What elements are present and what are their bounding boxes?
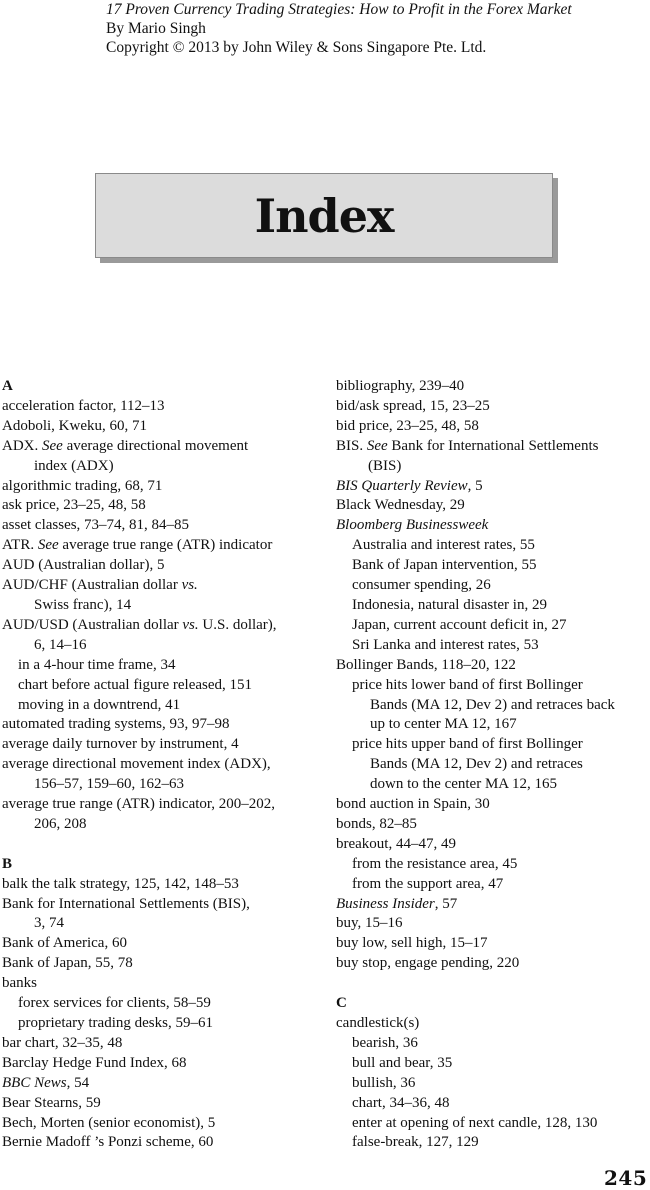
page-number: 245 xyxy=(604,1166,648,1190)
index-subentry-continuation: up to center MA 12, 167 xyxy=(370,716,517,733)
index-entry: Bech, Morten (senior economist), 5 xyxy=(2,1114,216,1131)
index-entry: ask price, 23–25, 48, 58 xyxy=(2,497,146,514)
index-entry: acceleration factor, 112–13 xyxy=(2,397,165,414)
index-subentry: chart before actual figure released, 151 xyxy=(18,676,253,693)
index-subentry: consumer spending, 26 xyxy=(352,577,491,594)
index-entry: Bank of Japan, 55, 78 xyxy=(2,955,133,972)
index-subentry: bullish, 36 xyxy=(352,1074,416,1091)
index-subentry: Bank of Japan intervention, 55 xyxy=(352,557,537,574)
index-subentry-continuation: Bands (MA 12, Dev 2) and retraces back xyxy=(370,696,615,713)
index-entry: Bank for International Settlements (BIS), xyxy=(2,895,250,912)
section-letter-b: B xyxy=(2,855,13,872)
index-entry: buy stop, engage pending, 220 xyxy=(336,955,520,972)
index-entry: Bank of America, 60 xyxy=(2,935,127,952)
index-subentry: price hits lower band of first Bollinger xyxy=(352,676,583,693)
index-entry: AUD/CHF (Australian dollar vs. xyxy=(2,577,198,594)
index-entry: ADX. See average directional movement xyxy=(2,437,249,454)
index-subentry: price hits upper band of first Bollinger xyxy=(352,736,583,753)
index-entry: candlestick(s) xyxy=(336,1014,420,1031)
index-entry-continuation: 6, 14–16 xyxy=(34,636,87,653)
book-title: 17 Proven Currency Trading Strategies: How to Profit in the Forex Market xyxy=(106,1,572,18)
index-entry-continuation: index (ADX) xyxy=(34,457,114,474)
index-entry: bond auction in Spain, 30 xyxy=(336,796,490,813)
index-entry: ATR. See average true range (ATR) indicator xyxy=(2,537,273,554)
index-entry: BBC News, 54 xyxy=(2,1074,90,1091)
index-entry-continuation: 156–57, 159–60, 162–63 xyxy=(34,776,184,793)
index-entry: buy, 15–16 xyxy=(336,915,403,932)
index-subentry: from the support area, 47 xyxy=(352,875,504,892)
index-subentry: proprietary trading desks, 59–61 xyxy=(18,1014,213,1031)
index-entry: bonds, 82–85 xyxy=(336,815,417,832)
index-entry: average directional movement index (ADX), xyxy=(2,756,271,773)
index-subentry: in a 4-hour time frame, 34 xyxy=(18,656,176,673)
index-entry: breakout, 44–47, 49 xyxy=(336,835,456,852)
index-entry-continuation: 206, 208 xyxy=(34,815,87,832)
index-entry: average true range (ATR) indicator, 200–202, xyxy=(2,796,276,813)
index-entry: banks xyxy=(2,975,37,992)
index-subentry: enter at opening of next candle, 128, 130 xyxy=(352,1114,598,1131)
index-entry: AUD (Australian dollar), 5 xyxy=(2,557,165,574)
index-entry: Bloomberg Businessweek xyxy=(336,517,489,534)
index-subentry: Australia and interest rates, 55 xyxy=(352,537,535,554)
book-author: By Mario Singh xyxy=(106,20,206,37)
index-entry: balk the talk strategy, 125, 142, 148–53 xyxy=(2,875,239,892)
index-entry: buy low, sell high, 15–17 xyxy=(336,935,488,952)
index-subentry: bearish, 36 xyxy=(352,1034,418,1051)
index-entry: asset classes, 73–74, 81, 84–85 xyxy=(2,517,190,534)
index-entry-continuation: (BIS) xyxy=(368,457,402,474)
index-entry: Bear Stearns, 59 xyxy=(2,1094,101,1111)
index-entry-continuation: Swiss franc), 14 xyxy=(34,596,132,613)
section-letter-a: A xyxy=(2,378,13,394)
book-copyright: Copyright © 2013 by John Wiley & Sons Singapore Pte. Ltd. xyxy=(106,39,487,56)
index-entry-continuation: 3, 74 xyxy=(34,915,64,932)
index-entry: bid/ask spread, 15, 23–25 xyxy=(336,397,490,414)
index-subentry: Sri Lanka and interest rates, 53 xyxy=(352,636,539,653)
index-entry: Business Insider, 57 xyxy=(336,895,458,912)
index-entry: AUD/USD (Australian dollar vs. U.S. dollar), xyxy=(2,616,277,633)
index-entry: Adoboli, Kweku, 60, 71 xyxy=(2,417,147,434)
index-entry: algorithmic trading, 68, 71 xyxy=(2,477,163,494)
index-entry: bar chart, 32–35, 48 xyxy=(2,1034,123,1051)
index-heading: Index xyxy=(254,188,394,243)
index-subentry: Indonesia, natural disaster in, 29 xyxy=(352,596,547,613)
index-entry: bibliography, 239–40 xyxy=(336,378,465,394)
index-subentry: chart, 34–36, 48 xyxy=(352,1094,450,1111)
index-entry: Bollinger Bands, 118–20, 122 xyxy=(336,656,516,673)
book-header xyxy=(106,0,572,57)
index-subentry: moving in a downtrend, 41 xyxy=(18,696,181,713)
index-subentry-continuation: Bands (MA 12, Dev 2) and retraces xyxy=(370,756,583,773)
index-entry: average daily turnover by instrument, 4 xyxy=(2,736,239,753)
index-column-left xyxy=(2,377,327,1153)
index-subentry: false-break, 127, 129 xyxy=(352,1134,479,1151)
index-entry: BIS Quarterly Review, 5 xyxy=(336,477,483,494)
index-entry: Black Wednesday, 29 xyxy=(336,497,465,514)
index-subentry: Japan, current account deficit in, 27 xyxy=(352,616,567,633)
index-subentry: from the resistance area, 45 xyxy=(352,855,518,872)
index-subentry: forex services for clients, 58–59 xyxy=(18,995,211,1012)
index-column-right xyxy=(336,377,650,1153)
index-entry: automated trading systems, 93, 97–98 xyxy=(2,716,230,733)
index-entry: Barclay Hedge Fund Index, 68 xyxy=(2,1054,187,1071)
index-subentry-continuation: down to the center MA 12, 165 xyxy=(370,776,558,793)
section-letter-c: C xyxy=(336,995,347,1012)
index-entry: bid price, 23–25, 48, 58 xyxy=(336,417,479,434)
index-entry: Bernie Madoff ’s Ponzi scheme, 60 xyxy=(2,1134,214,1151)
index-subentry: bull and bear, 35 xyxy=(352,1054,453,1071)
index-banner xyxy=(95,173,553,258)
index-entry: BIS. See Bank for International Settlements xyxy=(336,437,599,454)
